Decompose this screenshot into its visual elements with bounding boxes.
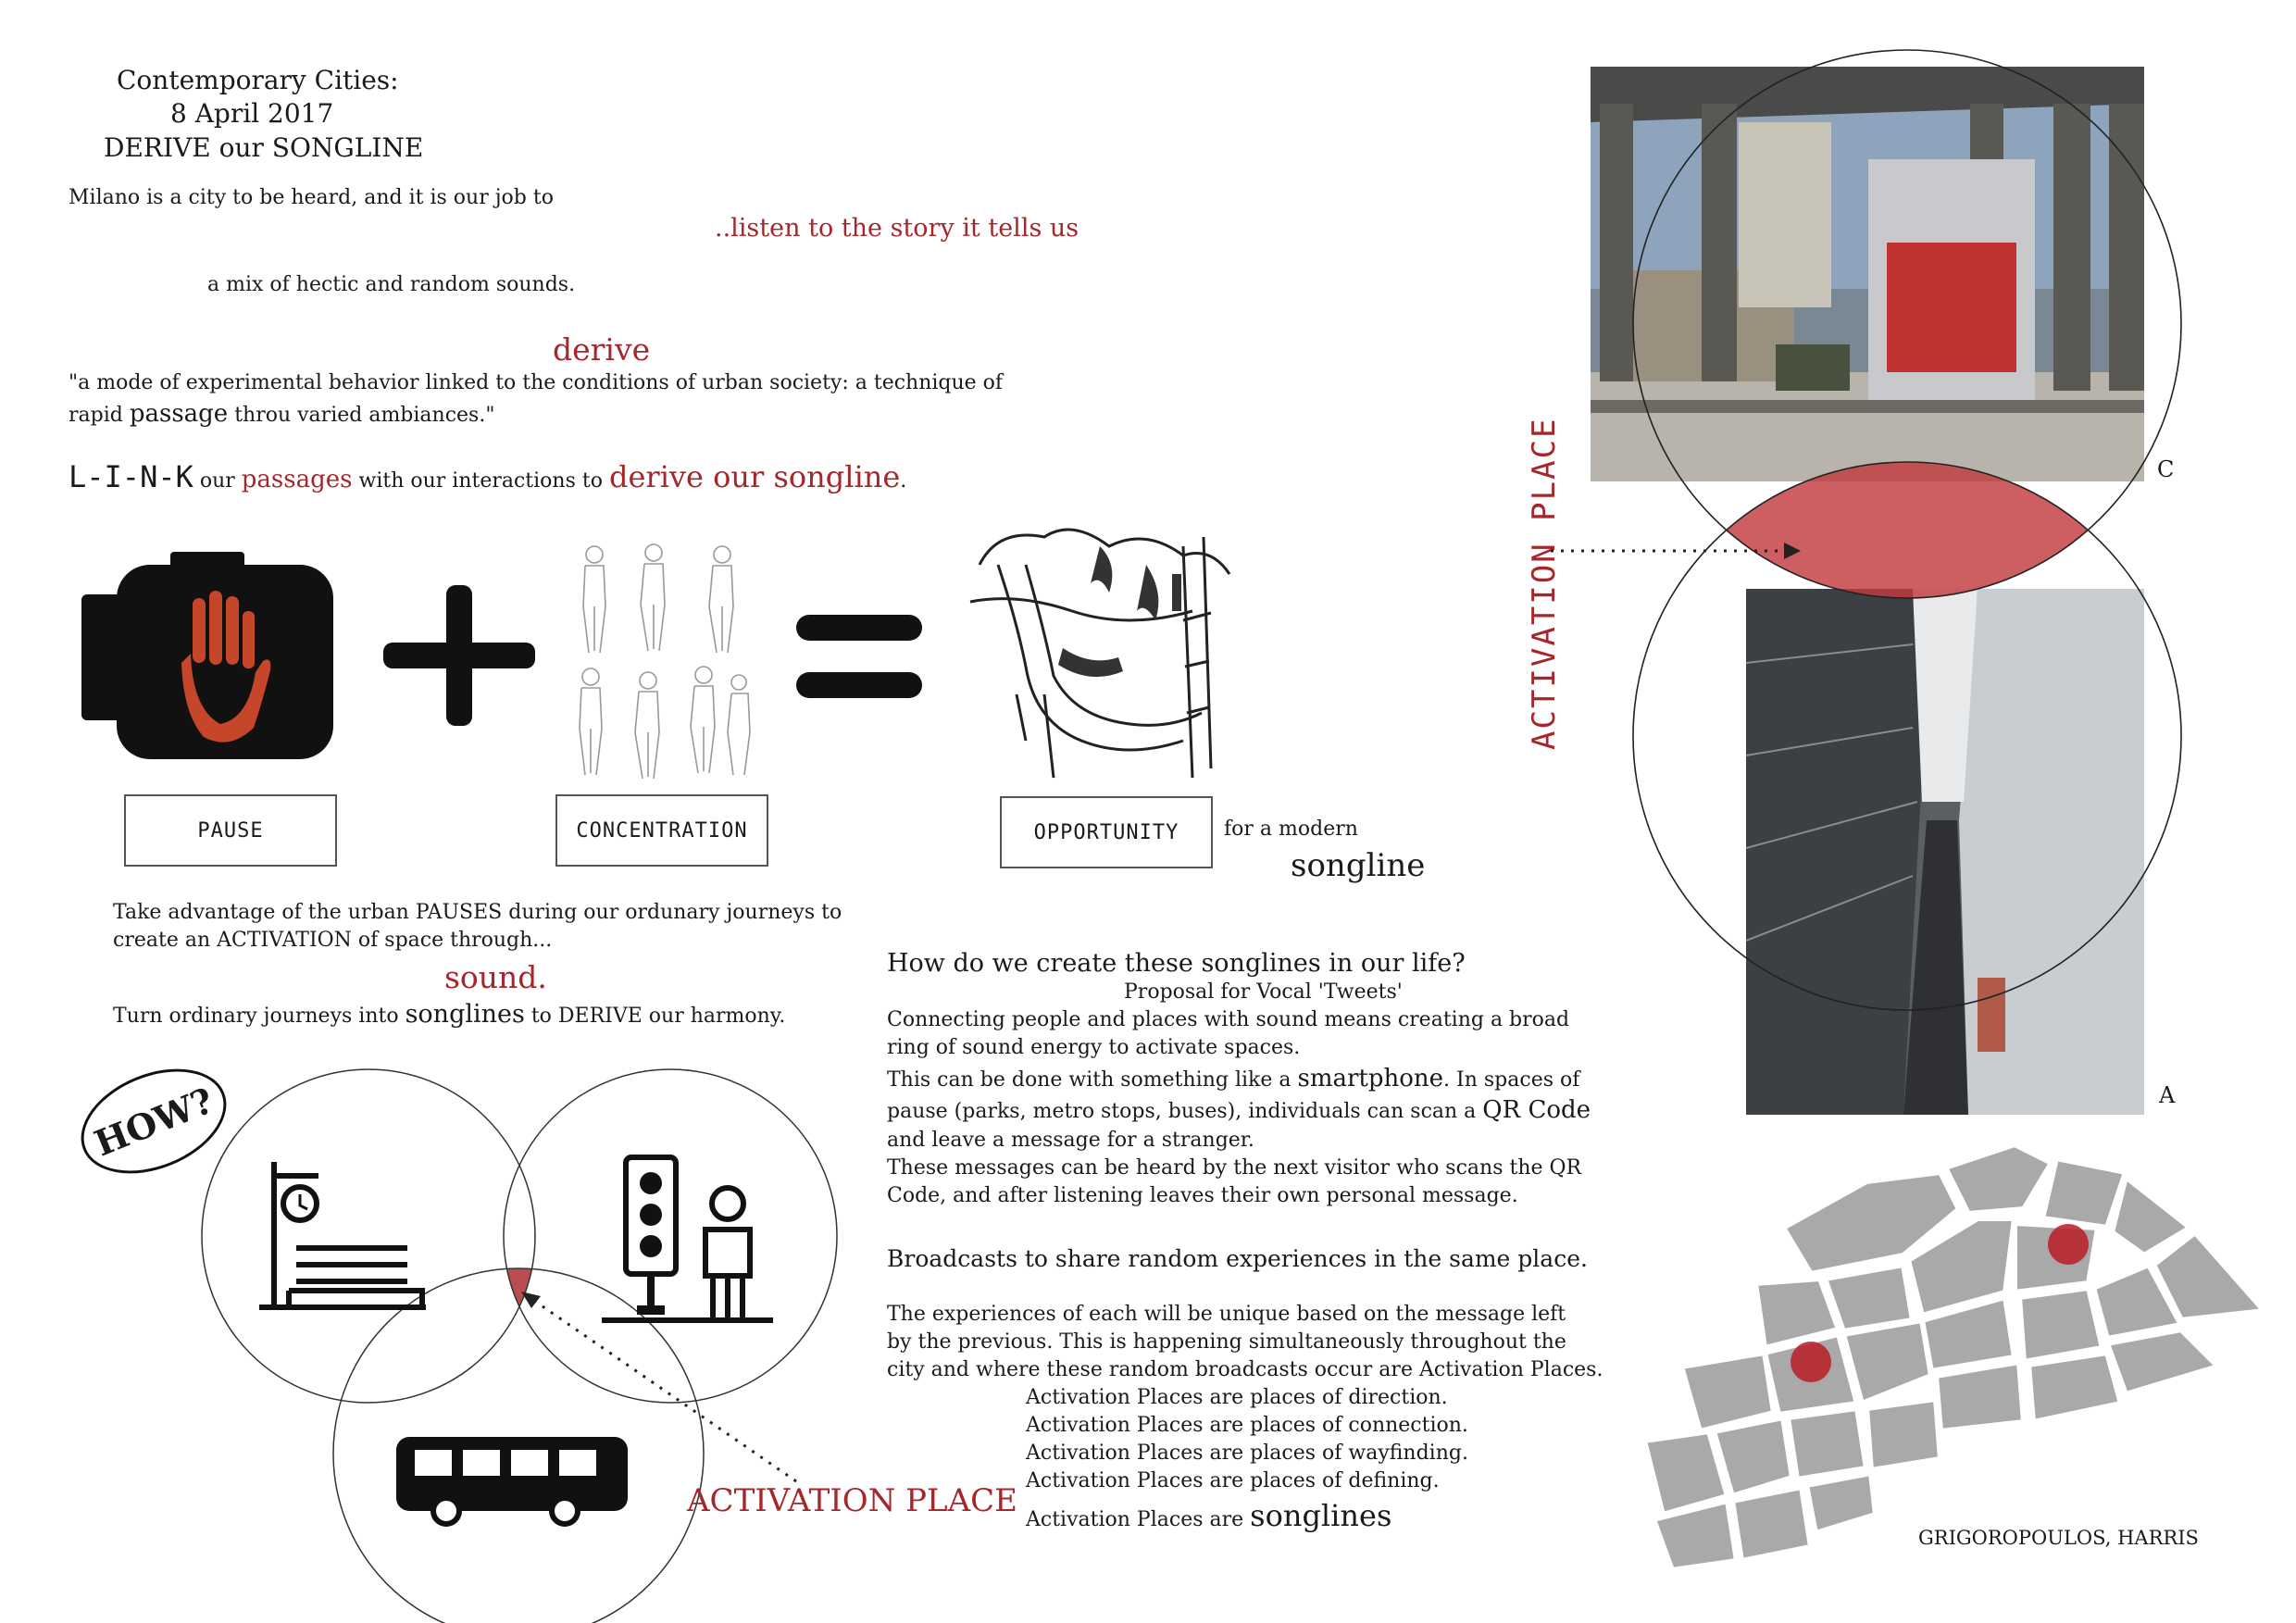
p3-line2: Code, and after listening leaves their own personal message. <box>887 1184 1518 1207</box>
p1-line2: ring of sound energy to activate spaces. <box>887 1036 1301 1059</box>
activation-lens <box>1633 462 2181 1010</box>
broadcast-line2: by the previous. This is happening simultaneously throughout the <box>887 1330 1566 1354</box>
link-passages: passages <box>241 466 353 493</box>
turn-songlines: songlines <box>405 1000 525 1029</box>
photo-label-c: C <box>2157 456 2175 482</box>
people-sketch-icon <box>574 542 759 782</box>
broadcast-list-4: Activation Places are places of defining. <box>1026 1469 1440 1492</box>
take-line-3 <box>113 1000 785 1030</box>
songline-text: songline <box>1291 847 1426 884</box>
p2-line2 <box>887 1096 1591 1126</box>
listen-line: ..listen to the story it tells us <box>715 214 1079 243</box>
pause-box <box>124 794 337 867</box>
equals-icon <box>796 615 922 700</box>
activation-place-vertical: ACTIVATION PLACE <box>1526 417 1563 750</box>
map-hotspot-east <box>2048 1224 2089 1265</box>
p2-spaces: . In spaces of <box>1443 1068 1580 1092</box>
pedestrian-signal-icon <box>81 552 350 767</box>
concentration-label: CONCENTRATION <box>576 818 748 843</box>
bus-icon <box>396 1437 628 1524</box>
link-our: our <box>193 469 242 493</box>
quote-line-1: "a mode of experimental behavior linked to the conditions of urban society: a technique of <box>69 371 1004 394</box>
p1-line1: Connecting people and places with sound means creating a broad <box>887 1008 1570 1031</box>
pause-label: PAUSE <box>197 818 264 843</box>
turn-harmony: to DERIVE our harmony. <box>524 1005 786 1028</box>
title-line-2: 8 April 2017 <box>170 98 334 129</box>
p2-qr: QR Code <box>1482 1096 1591 1124</box>
derive-word: derive <box>553 331 651 368</box>
broadcast-list-3: Activation Places are places of wayfinding. <box>1026 1442 1468 1465</box>
title-line-1: Contemporary Cities: <box>117 65 399 95</box>
title-line-3: DERIVE our SONGLINE <box>104 132 424 163</box>
how-text: HOW? <box>88 1079 219 1164</box>
quote-ambiances: throu varied ambiances." <box>228 404 495 427</box>
broadcast-line1: The experiences of each will be unique based on the message left <box>887 1303 1566 1326</box>
right-circles-diagram <box>1518 46 2296 1157</box>
question-heading: How do we create these songlines in our life? <box>887 949 1466 978</box>
city-map <box>1626 1126 2274 1579</box>
for-modern-text: for a modern <box>1224 818 1358 841</box>
intro-line: Milano is a city to be heard, and it is our job to <box>69 186 554 209</box>
plus-icon <box>383 585 535 726</box>
p2-line1 <box>887 1065 1579 1094</box>
link-derive-songline: derive our songline <box>608 459 901 494</box>
quote-line-2 <box>69 400 494 430</box>
link-with: with our interactions to <box>352 469 609 493</box>
credit-text: GRIGOROPOULOS, HARRIS <box>1918 1527 2199 1549</box>
take-line-1: Take advantage of the urban PAUSES during our ordunary journeys to <box>113 901 842 924</box>
broadcast-last-b: songlines <box>1250 1498 1392 1533</box>
broadcast-line3: city and where these random broadcasts occur are Activation Places. <box>887 1358 1603 1381</box>
opportunity-box <box>1000 796 1213 868</box>
quote-rapid: rapid <box>69 404 130 427</box>
p2-pause: pause (parks, metro stops, buses), individuals can scan a <box>887 1100 1483 1123</box>
p3-line1: These messages can be heard by the next visitor who scans the QR <box>887 1156 1582 1180</box>
p2-this: This can be done with something like a <box>887 1068 1298 1092</box>
turn-ordinary: Turn ordinary journeys into <box>113 1005 406 1028</box>
question-subheading: Proposal for Vocal 'Tweets' <box>1124 980 1403 1004</box>
map-hotspot-west <box>1791 1342 1831 1382</box>
venn-activation-place: ACTIVATION PLACE <box>687 1482 1017 1519</box>
sound-word: sound. <box>444 959 547 995</box>
broadcast-last-a: Activation Places are <box>1026 1508 1251 1531</box>
link-line <box>69 459 907 495</box>
broadcast-heading: Broadcasts to share random experiences in the same place. <box>887 1245 1588 1272</box>
bench-clock-icon <box>259 1162 426 1307</box>
broadcast-list-1: Activation Places are places of direction. <box>1026 1386 1448 1409</box>
link-dot: . <box>900 469 907 493</box>
p2-line3: and leave a message for a stranger. <box>887 1129 1254 1152</box>
quote-passage: passage <box>129 400 229 428</box>
mix-line: a mix of hectic and random sounds. <box>207 273 576 296</box>
opportunity-label: OPPORTUNITY <box>1033 820 1179 844</box>
concentration-box <box>555 794 768 867</box>
take-line-2: create an ACTIVATION of space through... <box>113 929 553 952</box>
broadcast-list-2: Activation Places are places of connection. <box>1026 1414 1468 1437</box>
traffic-light-person-icon <box>602 1157 773 1320</box>
link-lnk: L-I-N-K <box>69 459 193 494</box>
opportunity-sketch-icon <box>961 509 1239 787</box>
photo-label-a: A <box>2159 1082 2176 1108</box>
broadcast-last <box>1026 1498 1392 1534</box>
p2-smartphone: smartphone <box>1297 1065 1444 1092</box>
